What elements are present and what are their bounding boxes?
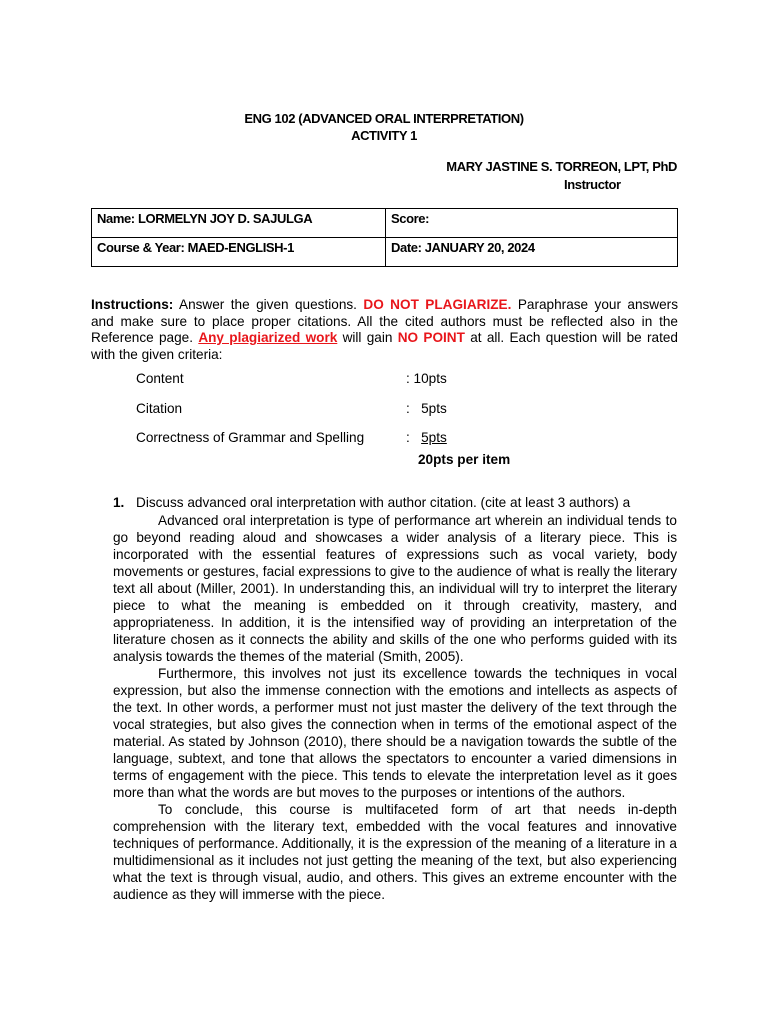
activity-title: ACTIVITY 1	[351, 128, 417, 143]
criteria-points: : 10pts	[406, 371, 447, 386]
instructions-label: Instructions:	[91, 297, 174, 312]
answer-paragraph: Advanced oral interpretation is type of performance art wherein an individual tends to go beyond reading aloud and showcases a wider analysis of a literary piece. This is incorporated with the essential features of expressions such as vocal variety, body movements or gestures, facial expressions to give to the audience of what is really the literary text all about (Miller, 2001). In understanding this, an individual will try to interpret the literary piece to what the meaning is embedded on it through creativity, mastery, and appropriateness. In addition, it is the intensified way of providing an interpretation of the literature chosen as it connects the ability and skills of the one who performs guided with its analysis towards the themes of the material (Smith, 2005).	[113, 513, 677, 664]
answer-paragraph: To conclude, this course is multifaceted form of art that needs in-depth comprehension with the literary text, embedded with the vocal features and innovative techniques of performance. Additionally, it is the expression of the meaning of a literature in a multidimensional as it includes not just getting the meaning of the text, but also experiencing what the text is through visual, audio, and others. This gives an extreme encounter with the audience as they will immerse with the piece.	[113, 802, 677, 902]
criteria-label: Correctness of Grammar and Spelling	[136, 430, 365, 445]
instructor-role: Instructor	[564, 177, 621, 192]
criteria-points: : 5pts	[406, 401, 447, 416]
criteria-points-prefix: :	[406, 430, 422, 445]
criteria-item	[116, 371, 184, 386]
instructions-paragraph	[91, 297, 678, 363]
criteria-points	[406, 430, 447, 445]
instructions-text-2: Paraphrase your answers and make sure to place proper citations. All the cited authors must be reflected also in the Reference page.	[91, 297, 679, 345]
no-point-warning: NO POINT	[397, 330, 465, 345]
criteria-label: Content	[136, 371, 184, 386]
answer-body	[113, 512, 677, 903]
score-cell: Score:	[386, 209, 678, 238]
no-plagiarize-warning: DO NOT PLAGIARIZE.	[363, 297, 512, 312]
criteria-label: Citation	[136, 401, 183, 416]
total-points: 20pts per item	[418, 452, 511, 467]
student-name-cell: Name: LORMELYN JOY D. SAJULGA	[92, 209, 386, 238]
criteria-item	[116, 430, 364, 445]
course-year-cell: Course & Year: MAED-ENGLISH-1	[92, 238, 386, 267]
student-info-table	[91, 208, 678, 267]
instructions-text-3: will gain	[337, 330, 398, 345]
question-text: Discuss advanced oral interpretation with author citation. (cite at least 3 authors) a	[136, 495, 631, 510]
criteria-points-value: 5pts	[421, 430, 447, 445]
question-number: 1.	[113, 495, 125, 510]
instructions-text-1: Answer the given questions.	[173, 297, 364, 312]
instructions-text-4: at all. Each question will be rated with the given criteria:	[91, 330, 678, 362]
course-title: ENG 102 (ADVANCED ORAL INTERPRETATION)	[244, 111, 524, 126]
answer-paragraph: Furthermore, this involves not just its excellence towards the techniques in vocal expression, but also the immense connection with the emotions and intellects as aspects of the text. In other words, a performer must not just master the delivery of the text through the vocal strategies, but also gives the connection when in terms of the emotional aspect of the material. As stated by Johnson (2010), there should be a navigation towards the subtle of the language, subtext, and tone that allows the spectators to encounter a varied dimensions in terms of engagement with the piece. This tends to elevate the interpretation level as it goes more than what the words are but moves to the purposes or intentions of the authors.	[113, 666, 677, 800]
instructor-name: MARY JASTINE S. TORREON, LPT, PhD	[446, 159, 677, 174]
date-cell: Date: JANUARY 20, 2024	[386, 238, 678, 267]
plagiarized-work-warning: Any plagiarized work	[198, 330, 338, 345]
criteria-item	[116, 401, 182, 416]
